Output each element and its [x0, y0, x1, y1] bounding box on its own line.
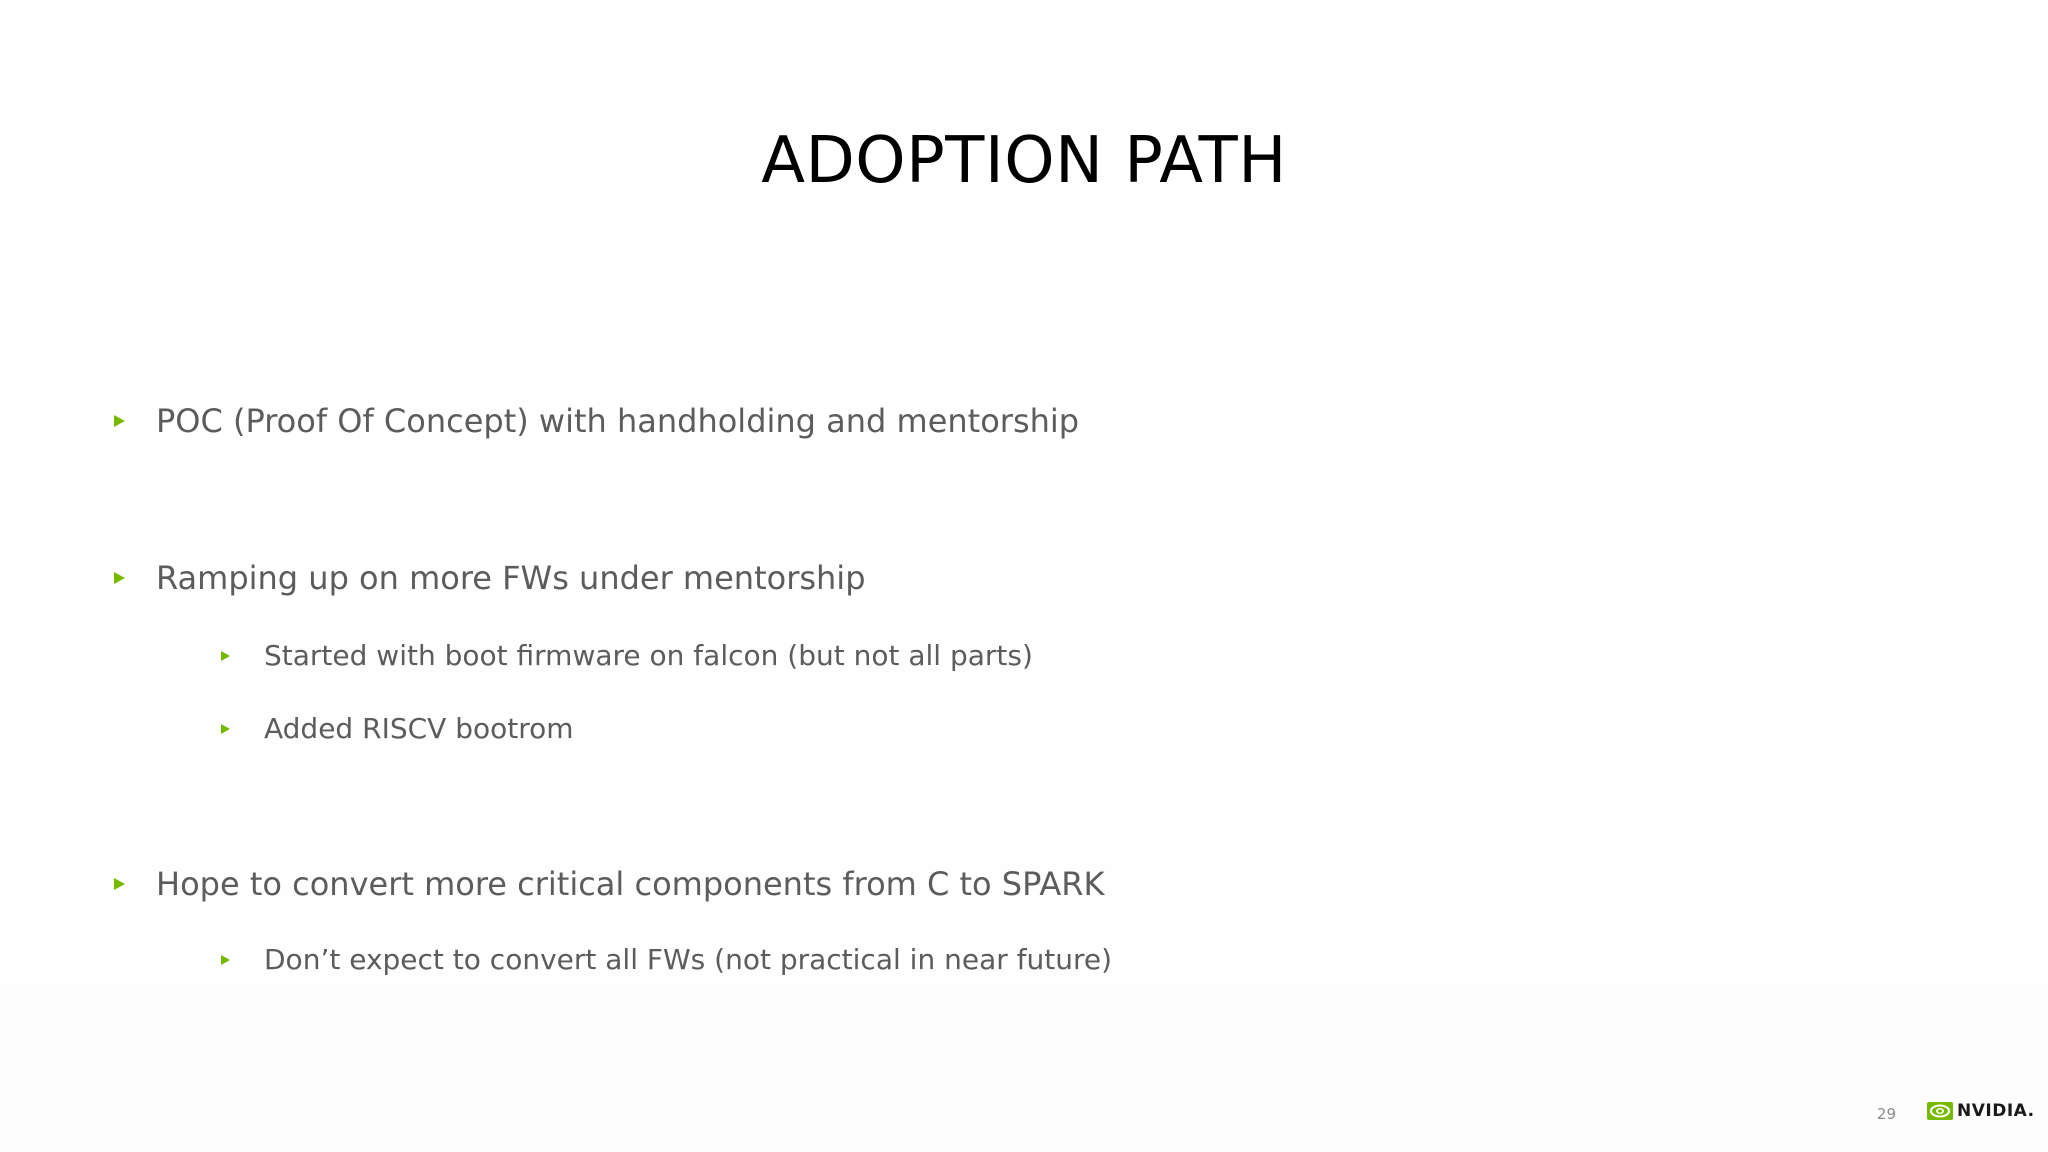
nvidia-eye-icon: [1927, 1102, 1953, 1120]
sub-bullet-text: Added RISCV bootrom: [264, 712, 574, 745]
sub-bullet-item: [221, 942, 1112, 978]
nvidia-wordmark: NVIDIA.: [1957, 1101, 2035, 1121]
sub-bullet-item: [221, 711, 574, 747]
bullet-text: POC (Proof Of Concept) with handholding and mentorship: [156, 402, 1080, 440]
bullet-arrow-icon: [114, 572, 125, 584]
bullet-text: Ramping up on more FWs under mentorship: [156, 559, 866, 597]
bullet-arrow-icon: [114, 878, 125, 890]
page-number: 29: [1876, 1105, 1896, 1123]
bullet-item: [114, 864, 1104, 904]
bullet-arrow-icon: [221, 724, 230, 734]
sub-bullet-item: [221, 638, 1033, 674]
bullet-item: [114, 401, 1079, 441]
bullet-item: [114, 558, 866, 598]
sub-bullet-text: Started with boot firmware on falcon (but not all parts): [264, 639, 1033, 672]
bullet-text: Hope to convert more critical components from C to SPARK: [156, 865, 1105, 903]
bullet-arrow-icon: [114, 415, 125, 427]
slide-title: ADOPTION PATH: [761, 124, 1287, 198]
sub-bullet-text: Don’t expect to convert all FWs (not practical in near future): [264, 943, 1113, 976]
nvidia-logo: [1927, 1099, 2035, 1123]
bullet-arrow-icon: [221, 955, 230, 965]
bullet-arrow-icon: [221, 651, 230, 661]
